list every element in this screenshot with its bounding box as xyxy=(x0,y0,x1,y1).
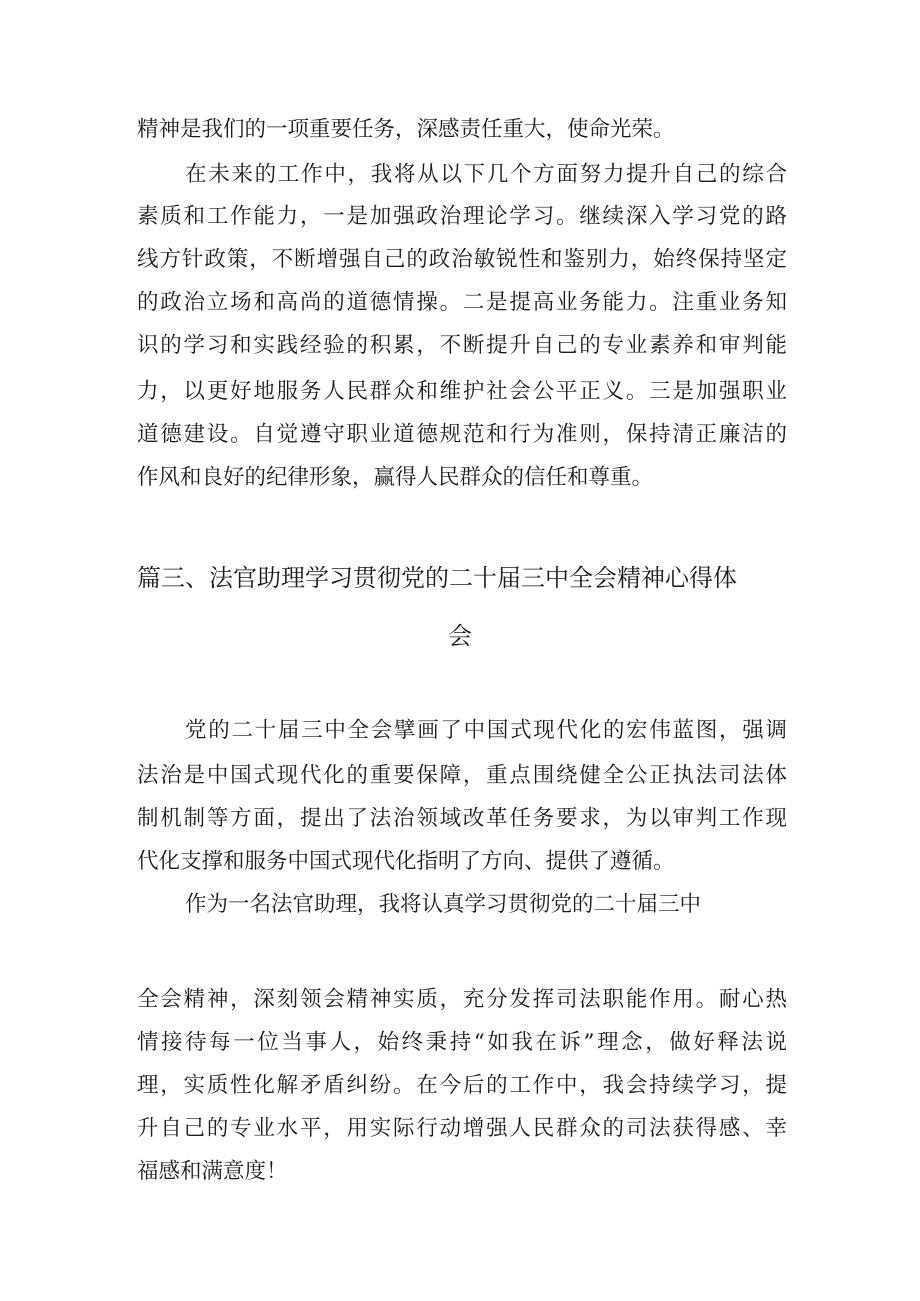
paragraph-line: 代化支撑和服务中国式现代化指明了方向、提供了遵循。 xyxy=(137,849,675,874)
paragraph-line: 力，以更好地服务人民群众和维护社会公平正义。三是加强职业 xyxy=(137,379,787,404)
paragraph-line: 全会精神，深刻领会精神实质，充分发挥司法职能作用。耐心热 xyxy=(137,987,787,1012)
paragraph-line: 福感和满意度！ xyxy=(137,1159,288,1184)
paragraph-line: 制机制等方面，提出了法治领域改革任务要求，为以审判工作现 xyxy=(137,806,787,831)
paragraph-line: 在未来的工作中，我将从以下几个方面努力提升自己的综合 xyxy=(185,162,787,187)
paragraph-line: 作为一名法官助理，我将认真学习贯彻党的二十届三中 xyxy=(185,892,702,917)
paragraph-line: 识的学习和实践经验的积累，不断提升自己的专业素养和审判能 xyxy=(137,333,787,358)
paragraph-line: 党的二十届三中全会擘画了中国式现代化的宏伟蓝图，强调 xyxy=(185,718,787,743)
paragraph-line: 精神是我们的一项重要任务，深感责任重大，使命光荣。 xyxy=(137,117,675,142)
paragraph-line: 作风和良好的纪律形象，赢得人民群众的信任和尊重。 xyxy=(137,465,654,490)
paragraph-line: 道德建设。自觉遵守职业道德规范和行为准则，保持清正廉洁的 xyxy=(137,422,787,447)
paragraph-line: 升自己的专业水平，用实际行动增强人民群众的司法获得感、幸 xyxy=(137,1116,787,1141)
heading-line: 篇三、法官助理学习贯彻党的二十届三中全会精神心得体 xyxy=(137,564,737,592)
paragraph-line: 法治是中国式现代化的重要保障，重点围绕健全公正执法司法体 xyxy=(137,763,787,788)
paragraph-line: 的政治立场和高尚的道德情操。二是提高业务能力。注重业务知 xyxy=(137,290,787,315)
paragraph-line: 素质和工作能力，一是加强政治理论学习。继续深入学习党的路 xyxy=(137,204,787,229)
paragraph-line: 线方针政策，不断增强自己的政治敏锐性和鉴别力，始终保持坚定 xyxy=(137,247,787,272)
paragraph-line: 理，实质性化解矛盾纠纷。在今后的工作中，我会持续学习，提 xyxy=(137,1073,787,1098)
paragraph-line: 情接待每一位当事人，始终秉持“如我在诉”理念，做好释法说 xyxy=(137,1030,787,1055)
heading-line: 会 xyxy=(448,622,472,650)
